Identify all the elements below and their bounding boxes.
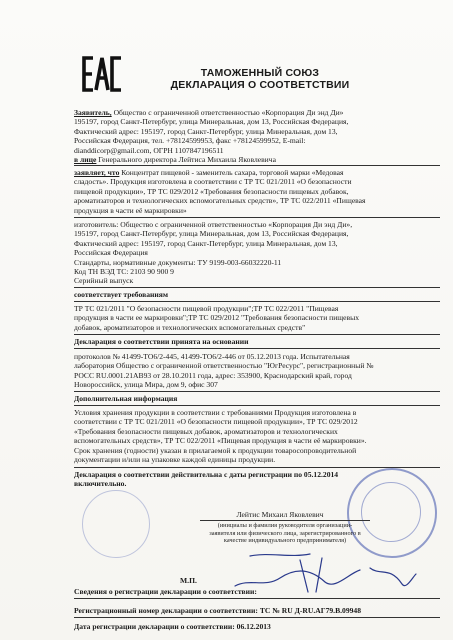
additional-line: «Требования безопасности пищевых добавок, ароматизаторов и технологических [74, 426, 338, 436]
additional-line: соответствии с ТР ТС 021/2011 «О безопасности пищевой продукции», ТР ТС 029/2012 [74, 417, 358, 427]
declares-line: ароматизаторов и технологических вспомогательных средств», ТР ТС 022/2011 «Пищевая [74, 196, 366, 206]
declares-line: пищевой продукции», ТР ТС 029/2012 «Требования безопасности пищевых добавок, [74, 186, 349, 196]
reg-date: 06.12.2013 [236, 622, 271, 631]
registry-info [74, 587, 442, 596]
manufacturer-line: Фактический адрес: 195197, город Санкт-Петербург, улица Минеральная, дом 13, [74, 238, 338, 248]
basis-line: лаборатория Общество с ограниченной ответственностью "ЮгРесурс", регистрационный № [74, 361, 374, 371]
registry-label: Сведения о регистрации декларации о соответствии: [74, 587, 257, 596]
conformity-line: добавок, ароматизаторов и технологических вспомогательных средств" [74, 322, 306, 332]
divider [74, 287, 440, 288]
divider [74, 348, 440, 349]
additional-text [74, 408, 442, 464]
declares-label: заявляет, что [74, 168, 120, 177]
conformity-line: продукция в части ее маркировки";ТР ТС 029/2012 "Требования безопасности пищевых [74, 313, 360, 323]
basis-text [74, 352, 442, 390]
standards: Стандарты, нормативные документы: ТУ 9199-003-66032220-11 [74, 257, 282, 267]
applicant-contacts: Российская Федерация, тел. +78124599953, факс +78124599952, E-mail: [74, 136, 306, 146]
serial-production: Серийный выпуск [74, 276, 134, 286]
divider [74, 301, 440, 302]
signature-caption [195, 522, 375, 545]
reg-number-label: Регистрационный номер декларации о соответствии: [74, 606, 258, 615]
caption-line: заявителя или физического лица, зарегистрированного в [209, 529, 361, 537]
additional-block [74, 394, 442, 403]
manufacturer-line: 195197, город Санкт-Петербург, улица Минеральная, дом 13, Российская Федерация, [74, 229, 349, 239]
signatory-name: Лейтис Михаил Яковлевич [236, 510, 324, 519]
applicant-label: Заявитель, [74, 108, 112, 117]
header-union: ТАМОЖЕННЫЙ СОЮЗ [200, 67, 320, 79]
reg-number: ТС № RU Д-RU.АГ79.В.09948 [259, 606, 362, 615]
tn-ved-code: Код ТН ВЭД ТС: 2103 90 900 9 [74, 267, 174, 277]
basis-line: Новороссийск, улица Мира, дом 9, офис 307 [74, 380, 218, 390]
reg-date-row [74, 622, 442, 631]
additional-label: Дополнительная информация [74, 394, 178, 403]
applicant-actual-address: Фактический адрес: 195197, город Санкт-Петербург, улица Минеральная, дом 13, [74, 126, 338, 136]
mp-label: М.П. [180, 576, 197, 585]
conformity-label: соответствует требованиям [74, 290, 169, 299]
additional-line: документации и/или на упаковке каждой единицы продукции. [74, 455, 276, 465]
divider [74, 617, 440, 618]
additional-line: Срок хранения (годности) указан в прилагаемой к продукции товаросопроводительной [74, 445, 357, 455]
reg-number-row [74, 606, 442, 615]
declares-line: продукция в части её маркировки» [74, 205, 187, 215]
declares-block [74, 168, 442, 215]
caption-line: качестве индивидуального предпринимателя) [223, 537, 347, 545]
applicant-block [74, 108, 442, 164]
header-title: ДЕКЛАРАЦИЯ О СООТВЕТСТВИИ [170, 79, 350, 91]
additional-line: Условия хранения продукции в соответствии с требованиями Продукция изготовлена в [74, 408, 357, 417]
manufacturer-block [74, 220, 442, 286]
mp-mark [180, 576, 220, 585]
basis-line: протоколов № 41499-ТО6/2-445, 41499-ТО6/2-446 от 05.12.2013 года. Испытательная [74, 352, 350, 361]
conformity-block [74, 290, 442, 299]
document-header [145, 67, 375, 91]
additional-line: вспомогательных средств», ТР ТС 022/2011 «Пищевая продукция в части её маркировки». [74, 436, 367, 446]
declares-line: сладость». Продукция изготовлена в соответствии с ТР ТС 021/2011 «О безопасности [74, 177, 352, 187]
signature-block [200, 510, 360, 519]
product-name: Концентрат пищевой - заменитель сахара, торговой марки «Медовая [119, 168, 344, 177]
signature-line [200, 520, 370, 521]
divider [74, 334, 440, 335]
applicant-email: dianddicorp@gmail.com, ОГРН 1107847196511 [74, 145, 224, 155]
manufacturer-line: Российская Федерация [74, 248, 148, 258]
applicant-name: Общество с ограниченной ответственностью «Корпорация Ди энд Ди» [111, 108, 344, 117]
divider [74, 391, 440, 392]
seal-stamp-left [82, 490, 150, 558]
basis-line: РОСС RU.0001.21АВ93 от 28.10.2011 года, адрес: 353900, Краснодарский край, город [74, 370, 352, 380]
reg-date-label: Дата регистрации декларации о соответствии: [74, 622, 235, 631]
divider [74, 405, 440, 406]
eac-logo [82, 56, 122, 92]
divider [74, 165, 440, 166]
caption-line: (инициалы и фамилия руководителя организации- [217, 522, 353, 529]
conformity-text [74, 304, 442, 332]
conformity-line: ТР ТС 021/2011 "О безопасности пищевой продукции";ТР ТС 022/2011 "Пищевая [74, 304, 339, 313]
divider [74, 598, 440, 599]
basis-label: Декларация о соответствии принята на основании [74, 337, 249, 346]
divider [74, 217, 440, 218]
basis-block [74, 337, 442, 346]
validity-inclusive: включительно. [74, 479, 127, 489]
represented-by-label: в лице [74, 155, 97, 165]
represented-by: Генерального директора Лейтиса Михаила Яковлевича [96, 155, 276, 165]
applicant-address: 195197, город Санкт-Петербург, улица Минеральная, дом 13, Российская Федерация, [74, 117, 349, 127]
manufacturer-line: изготовитель: Общество с ограниченной ответственностью «Корпорация Ди энд Ди», [74, 220, 353, 229]
validity-label: Декларация о соответствии действительна с даты регистрации по 05.12.2014 [74, 470, 339, 479]
